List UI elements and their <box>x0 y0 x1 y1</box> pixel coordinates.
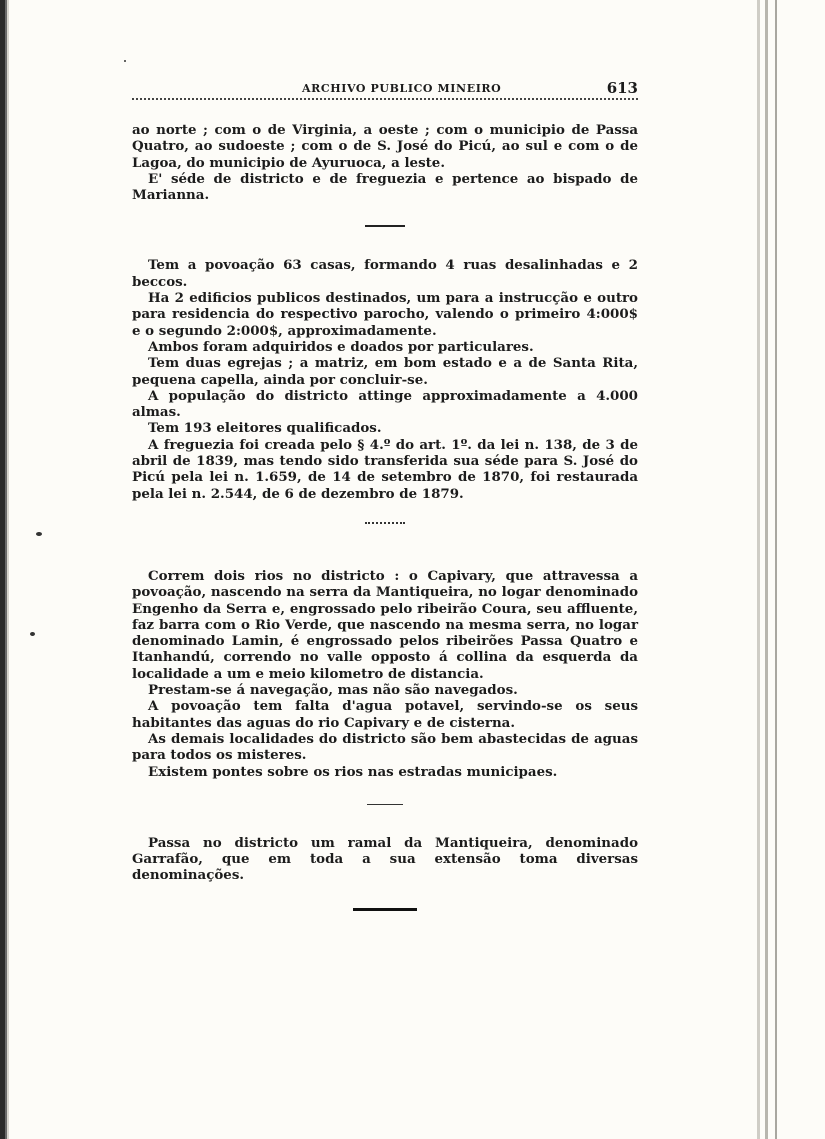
ink-speck <box>30 632 35 636</box>
paragraph: E' séde de districto e de freguezia e pertence ao bispado de Marianna. <box>132 170 638 204</box>
paragraph: Tem duas egrejas ; a matriz, em bom estado e a de Santa Rita, pequena capella, ainda por concluir-se. <box>132 355 638 388</box>
section-location <box>132 122 638 203</box>
paragraph: Ambos foram adquiridos e doados por particulares. <box>148 338 534 355</box>
section-divider <box>365 522 405 524</box>
section-mountains <box>132 835 638 884</box>
paragraph: A população do districto attinge approximadamente a 4.000 almas. <box>132 387 638 421</box>
ink-speck <box>36 532 42 536</box>
section-divider <box>365 225 405 227</box>
paragraph: A povoação tem falta d'agua potavel, servindo-se os seus habitantes das aguas do rio Capivary e de cisterna. <box>132 698 638 731</box>
paragraph: A freguezia foi creada pelo § 4.º do art. 1º. da lei n. 138, de 3 de abril de 1839, mas tendo sido transferida sua séde para S. José do Picú pela lei n. 1.659, de 14 de setembro de 1870, foi restaurada pela lei n. 2.544, de 6 de dezembro de 1879. <box>132 436 638 502</box>
section-rivers <box>132 568 638 780</box>
section-settlement <box>132 257 638 501</box>
running-header <box>132 76 638 100</box>
paragraph: Passa no districto um ramal da Mantiqueira, denominado Garrafão, que em toda a sua extensão toma diversas denominações. <box>132 834 638 884</box>
ink-speck <box>124 60 126 62</box>
paragraph: Ha 2 edificios publicos destinados, um para a instrucção e outro para residencia do respectivo parocho, valendo o primeiro 4:000$ e o segundo 2:000$, approximadamente. <box>132 290 638 339</box>
section-divider <box>353 908 417 911</box>
paragraph: Tem 193 eleitores qualificados. <box>148 420 382 437</box>
running-title: ARCHIVO PUBLICO MINEIRO <box>302 82 502 95</box>
page-number: 613 <box>606 79 638 97</box>
section-divider <box>367 804 403 805</box>
scan-edge-right <box>755 0 825 1139</box>
paragraph: ao norte ; com o de Virginia, a oeste ; com o municipio de Passa Quatro, ao sudoeste ; com o de S. José do Picú, ao sul e com o de Lagoa, do municipio de Ayuruoca, a leste. <box>132 122 638 171</box>
document-page <box>132 76 638 911</box>
paragraph: Prestam-se á navegação, mas não são navegados. <box>148 682 518 699</box>
paragraph: As demais localidades do districto são bem abastecidas de aguas para todos os misteres. <box>132 730 638 764</box>
paragraph: Tem a povoação 63 casas, formando 4 ruas desalinhadas e 2 beccos. <box>132 257 638 290</box>
paragraph: Existem pontes sobre os rios nas estradas municipaes. <box>148 763 558 780</box>
scan-edge-left <box>0 0 14 1139</box>
paragraph: Correm dois rios no districto : o Capivary, que attravessa a povoação, nascendo na serra da Mantiqueira, no logar denominado Engenho da Serra e, engrossado pelo ribeirão Coura, seu affluente, faz barra com o Rio Verde, que nascendo na mesma serra, no logar denominado Lamin, é engrossado pelos ribeirões Passa Quatro e Itanhandú, correndo no valle opposto á collina da esquerda da localidade a um e meio kilometro de distancia. <box>132 567 638 682</box>
